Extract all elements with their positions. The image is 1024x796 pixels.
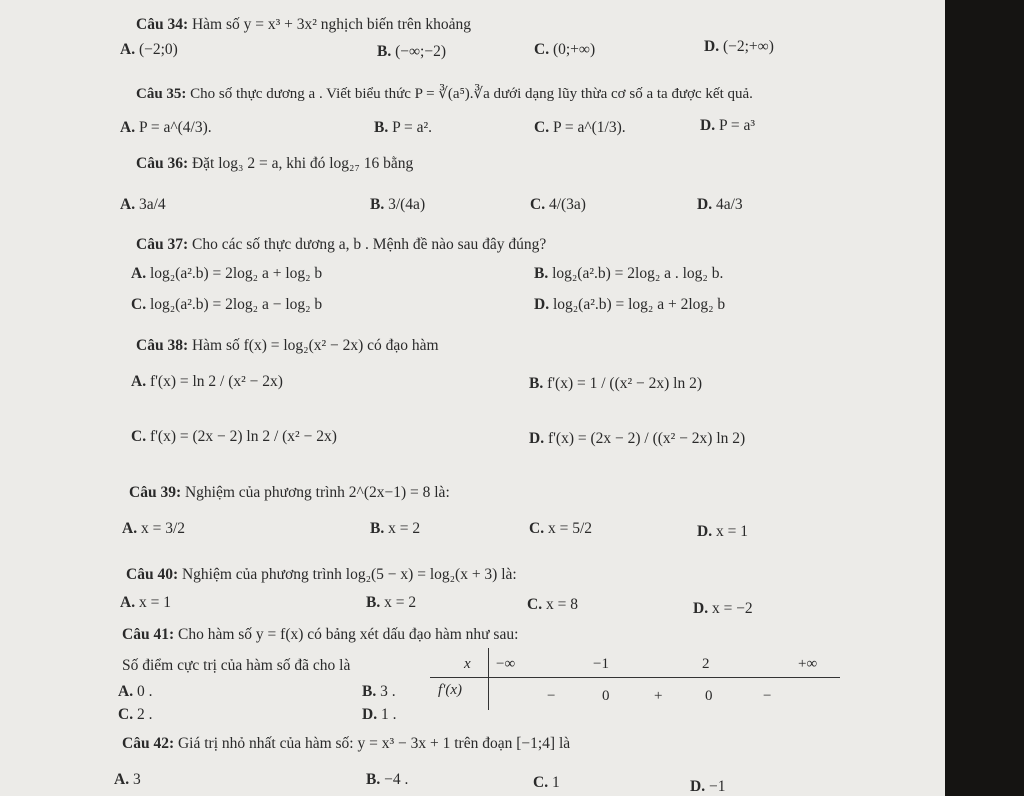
q36-stem xyxy=(136,155,413,174)
q34-option-a: A. (−2;0) xyxy=(120,41,178,58)
sign-fprime-plus: + xyxy=(654,688,663,704)
q37-text: Cho các số thực dương a, b . Mệnh đề nào sau đây đúng? xyxy=(191,236,547,253)
q35-option-d: D. P = a³ xyxy=(700,117,756,134)
q34-option-b: B. (−∞;−2) xyxy=(377,43,447,60)
q34-label: Câu 34: xyxy=(136,16,189,33)
q34-stem xyxy=(136,16,471,35)
q42-option-b: B. −4 . xyxy=(366,771,409,788)
q41-option-c: C. 2 . xyxy=(118,706,153,723)
sign-fprime-zero-1: 0 xyxy=(602,688,610,704)
q40-option-b: B. x = 2 xyxy=(366,594,417,611)
q41-option-d: D. 1 . xyxy=(362,706,397,723)
q35-option-b: B. P = a². xyxy=(374,119,433,136)
q34-option-d: D. (−2;+∞) xyxy=(704,38,774,55)
q36-label: Câu 36: xyxy=(136,155,189,172)
q35-option-c: C. P = a^(1/3). xyxy=(534,119,626,136)
q41-option-a: A. 0 . xyxy=(118,683,153,700)
sign-x-minus-one: −1 xyxy=(593,656,609,672)
q37-option-a: A. log₂(a².b) = 2log₂ a + log₂ b xyxy=(131,265,323,282)
sign-x-pos-inf: +∞ xyxy=(798,656,818,672)
q39-text: Nghiệm của phương trình 2^(2x−1) = 8 là: xyxy=(184,484,450,501)
q40-text: Nghiệm của phương trình log₂(5 − x) = log₂(x + 3) là: xyxy=(181,566,517,583)
q38-option-c: C. f'(x) = (2x − 2) ln 2 / (x² − 2x) xyxy=(131,428,337,445)
q39-option-d: D. x = 1 xyxy=(697,523,748,540)
sign-table-vline xyxy=(488,648,489,710)
q34-text: Hàm số y = x³ + 3x² nghịch biến trên khoảng xyxy=(191,16,472,33)
sign-fprime-label: f'(x) xyxy=(438,682,463,698)
q40-option-d: D. x = −2 xyxy=(693,600,753,617)
q42-stem xyxy=(122,735,570,754)
q37-option-c: C. log₂(a².b) = 2log₂ a − log₂ b xyxy=(131,296,323,313)
sign-x-neg-inf: −∞ xyxy=(496,656,516,672)
q37-option-d: D. log₂(a².b) = log₂ a + 2log₂ b xyxy=(534,296,726,313)
q35-text: Cho số thực dương a . Viết biểu thức P = ∛(a⁵).∛a dưới dạng lũy thừa cơ số a ta được kết quả. xyxy=(190,86,753,102)
q38-option-a: A. f'(x) = ln 2 / (x² − 2x) xyxy=(131,373,283,390)
q38-label: Câu 38: xyxy=(136,337,189,354)
q38-text: Hàm số f(x) = log₂(x² − 2x) có đạo hàm xyxy=(191,337,439,354)
sign-table xyxy=(430,648,845,710)
sign-fprime-minus-2: − xyxy=(763,688,772,704)
q42-option-a: A. 3 xyxy=(114,771,141,788)
q39-option-c: C. x = 5/2 xyxy=(529,520,593,537)
q41-stem xyxy=(122,626,518,645)
sign-x-label: x xyxy=(464,656,471,672)
q42-label: Câu 42: xyxy=(122,735,175,752)
q40-stem xyxy=(126,566,517,585)
sign-table-hline xyxy=(430,677,840,678)
q41-label: Câu 41: xyxy=(122,626,175,643)
q42-option-d: D. −1 xyxy=(690,778,726,795)
sign-fprime-minus-1: − xyxy=(547,688,556,704)
q41-subtext: Số điểm cực trị của hàm số đã cho là xyxy=(122,657,351,674)
q35-option-a: A. P = a^(4/3). xyxy=(120,119,212,136)
q37-stem xyxy=(136,236,546,255)
q36-option-a: A. 3a/4 xyxy=(120,196,166,213)
sign-x-two: 2 xyxy=(702,656,710,672)
q36-text: Đặt log₃ 2 = a, khi đó log₂₇ 16 bằng xyxy=(191,155,414,172)
q40-option-a: A. x = 1 xyxy=(120,594,171,611)
q35-label: Câu 35: xyxy=(136,86,187,102)
dark-background-edge xyxy=(945,0,1024,796)
sign-fprime-zero-2: 0 xyxy=(705,688,713,704)
q39-option-a: A. x = 3/2 xyxy=(122,520,186,537)
q37-label: Câu 37: xyxy=(136,236,189,253)
q39-option-b: B. x = 2 xyxy=(370,520,421,537)
q38-stem xyxy=(136,337,439,356)
q36-option-d: D. 4a/3 xyxy=(697,196,743,213)
q39-label: Câu 39: xyxy=(129,484,182,501)
q42-option-c: C. 1 xyxy=(533,774,560,791)
q38-option-b: B. f'(x) = 1 / ((x² − 2x) ln 2) xyxy=(529,375,703,392)
q41-text: Cho hàm số y = f(x) có bảng xét dấu đạo hàm như sau: xyxy=(177,626,519,643)
q34-option-c: C. (0;+∞) xyxy=(534,41,596,58)
q36-option-c: C. 4/(3a) xyxy=(530,196,586,213)
q40-option-c: C. x = 8 xyxy=(527,596,578,613)
q36-option-b: B. 3/(4a) xyxy=(370,196,426,213)
q41-option-b: B. 3 . xyxy=(362,683,396,700)
q35-stem xyxy=(136,85,753,103)
q40-label: Câu 40: xyxy=(126,566,179,583)
q38-option-d: D. f'(x) = (2x − 2) / ((x² − 2x) ln 2) xyxy=(529,430,746,447)
q42-text: Giá trị nhỏ nhất của hàm số: y = x³ − 3x + 1 trên đoạn [−1;4] là xyxy=(177,735,571,752)
q37-option-b: B. log₂(a².b) = 2log₂ a . log₂ b. xyxy=(534,265,724,282)
q39-stem xyxy=(129,484,450,503)
